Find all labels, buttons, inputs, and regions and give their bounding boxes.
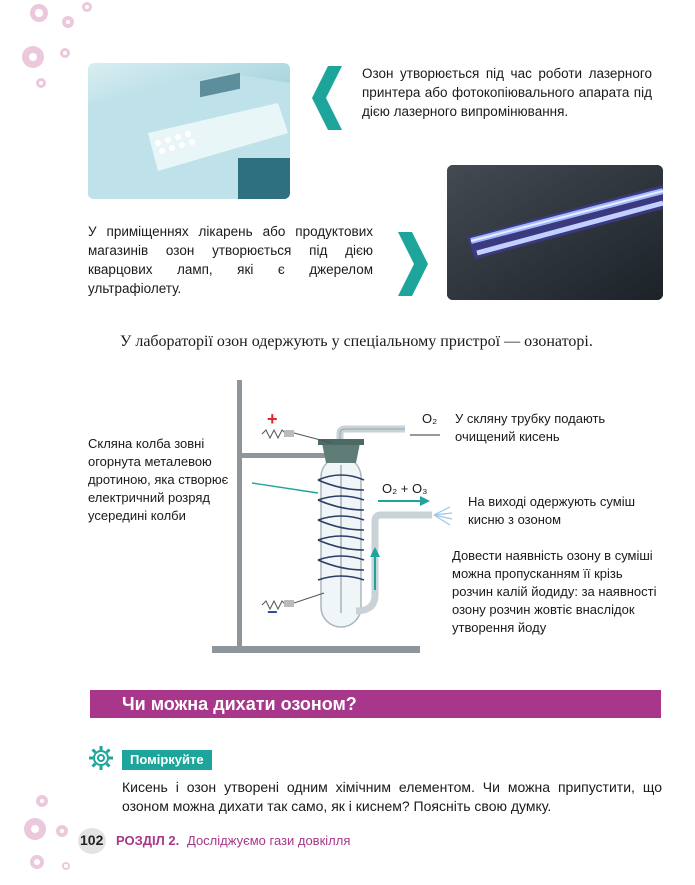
printer-caption: Озон утворюється під час роботи лазерного принтера або фотокопіювального апарата під дією лазерного випромінювання. bbox=[362, 66, 652, 119]
decor-dot bbox=[82, 2, 92, 12]
inlet-note: У скляну трубку подають очищений кисень bbox=[455, 411, 606, 444]
decor-dot bbox=[60, 48, 70, 58]
chapter-title: Досліджуємо гази довкілля bbox=[187, 833, 351, 848]
page-number: 102 bbox=[80, 832, 104, 848]
decor-dot bbox=[62, 16, 74, 28]
decor-dot bbox=[22, 46, 44, 68]
think-label: Поміркуйте bbox=[122, 750, 212, 770]
chevron-right-icon bbox=[398, 232, 428, 296]
lab-sentence: У лабораторії озон одержують у спеціальному пристрої — озонаторі. bbox=[120, 333, 593, 350]
decor-dot bbox=[30, 855, 44, 869]
decor-dot bbox=[36, 78, 46, 88]
chevron-left-icon bbox=[312, 66, 346, 130]
gear-icon bbox=[88, 745, 114, 771]
decor-dot bbox=[24, 818, 46, 840]
plus-electrode-label: + bbox=[267, 409, 278, 429]
inlet-gas-label: O₂ bbox=[422, 411, 438, 426]
lamp-caption: У приміщеннях лікарень або продуктових магазинів озон утворюється під дією кварцових ламп, які є джерелом ультрафіолету. bbox=[88, 224, 373, 296]
minus-electrode-label: − bbox=[267, 602, 278, 622]
flask-note: Скляна колба зовні огорнута металевою дротиною, яка створює електричний розряд усередині колби bbox=[88, 436, 229, 523]
decor-dot bbox=[56, 825, 68, 837]
decor-dot bbox=[36, 795, 48, 807]
section-heading: Чи можна дихати озоном? bbox=[90, 690, 661, 718]
printer-photo bbox=[88, 63, 290, 199]
uv-lamp-photo bbox=[447, 165, 663, 300]
decor-dot bbox=[62, 862, 70, 870]
outlet-note: На виході одержують суміш кисню з озоном bbox=[468, 494, 636, 527]
outlet-gas-label: O₂ + O₃ bbox=[382, 481, 428, 496]
think-question: Кисень і озон утворені одним хімічним елементом. Чи можна припустити, що озоном можна дихати так само, як і киснем? Поясніть свою думку. bbox=[122, 779, 662, 814]
decor-dot bbox=[30, 4, 48, 22]
ozone-test-note: Довести наявність озону в суміші можна пропусканням її крізь розчин калій йодиду: за наявності озону розчин жовтіє внаслідок утворення йоду bbox=[452, 548, 657, 635]
chapter-number: РОЗДІЛ 2. bbox=[116, 833, 180, 848]
